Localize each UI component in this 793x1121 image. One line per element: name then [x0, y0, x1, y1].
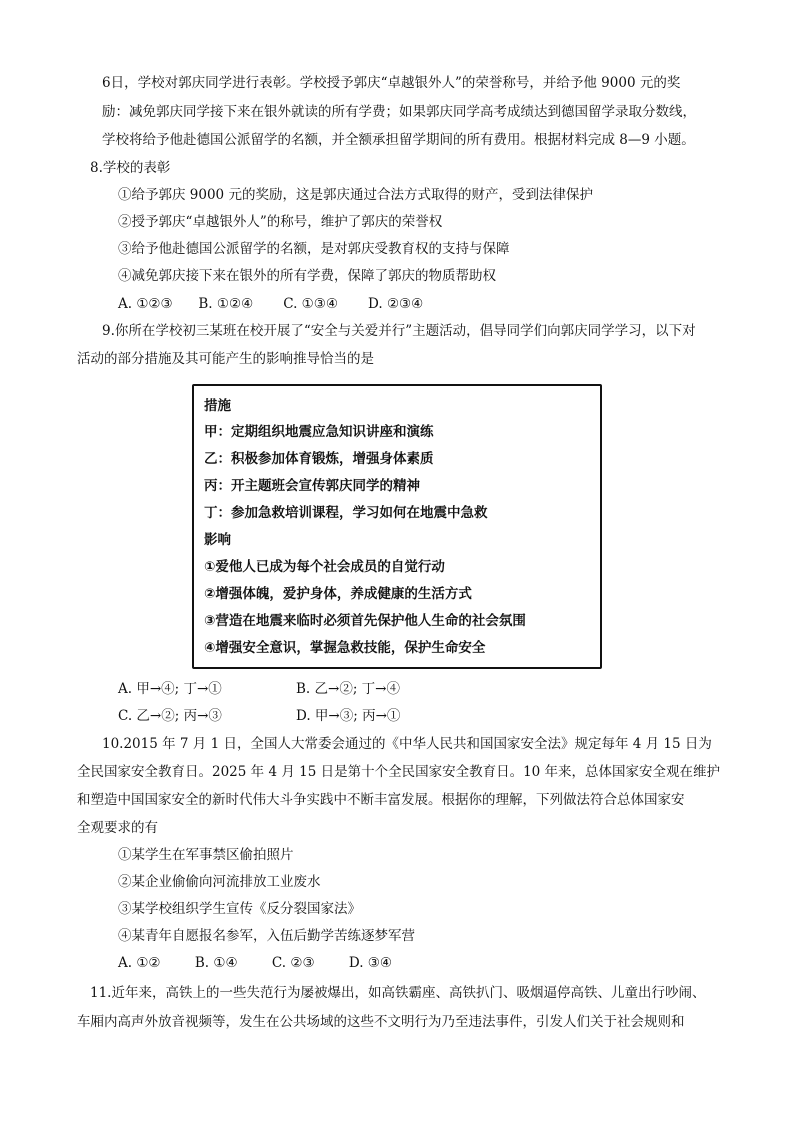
measure-yi: 乙：积极参加体育锻炼，增强身体素质: [204, 451, 434, 467]
measure-jia: 甲：定期组织地震应急知识讲座和演练: [204, 424, 434, 440]
question-9-option-a: A. 甲→④; 丁→①: [118, 681, 222, 697]
question-10-line-4: 全观要求的有: [77, 820, 158, 836]
intro-line-1: 6日，学校对郭庆同学进行表彰。学校授予郭庆“卓越银外人”的荣誉称号，并给予他 9000 元的奖: [102, 75, 681, 91]
intro-line-2: 励：减免郭庆同学接下来在银外就读的所有学费；如果郭庆同学高考成绩达到德国留学录取分数线，: [102, 104, 696, 120]
intro-line-3: 学校将给予他赴德国公派留学的名额，并全额承担留学期间的所有费用。根据材料完成 8—9 小题。: [102, 132, 695, 148]
measure-ding: 丁：参加急救培训课程，学习如何在地震中急救: [204, 505, 488, 521]
question-11-line-1: 11.近年来，高铁上的一些失范行为屡被爆出，如高铁霸座、高铁扒门、吸烟逼停高铁、儿童出行吵闹、: [90, 985, 706, 1001]
question-8-item-3: ③给予他赴德国公派留学的名额，是对郭庆受教育权的支持与保障: [118, 241, 510, 257]
question-10-item-1: ①某学生在军事禁区偷拍照片: [118, 847, 294, 863]
question-10-line-3: 和塑造中国国家安全的新时代伟大斗争实践中不断丰富发展。根据你的理解，下列做法符合总体国家安: [77, 792, 685, 808]
question-8-options: A. ①②③ B. ①②④ C. ①③④ D. ②③④: [118, 296, 424, 312]
question-10-item-3: ③某学校组织学生宣传《反分裂国家法》: [118, 901, 361, 917]
effect-3: ③营造在地震来临时必须首先保护他人生命的社会氛围: [204, 613, 526, 629]
question-10-line-2: 全民国家安全教育日。2025 年 4 月 15 日是第十个全民国家安全教育日。10 年来，总体国家安全观在维护: [77, 764, 721, 780]
question-8-item-2: ②授予郭庆“卓越银外人”的称号，维护了郭庆的荣誉权: [118, 214, 443, 230]
measure-bing: 丙：开主题班会宣传郭庆同学的精神: [204, 478, 420, 494]
effect-1: ①爱他人已成为每个社会成员的自觉行动: [204, 559, 445, 575]
effect-2: ②增强体魄，爱护身体，养成健康的生活方式: [204, 586, 472, 602]
question-10-options: A. ①② B. ①④ C. ②③ D. ③④: [118, 955, 393, 971]
question-10-item-2: ②某企业偷偷向河流排放工业废水: [118, 874, 321, 890]
effect-4: ④增强安全意识，掌握急救技能，保护生命安全: [204, 640, 486, 656]
question-8-stem: 8.学校的表彰: [90, 160, 171, 176]
measures-effects-box: [192, 384, 602, 669]
question-9-stem-1: 9.你所在学校初三某班在校开展了“安全与关爱并行”主题活动，倡导同学们向郭庆同学学习，以下对: [102, 323, 696, 339]
question-9-option-d: D. 甲→③; 丙→①: [296, 708, 401, 724]
effects-title: 影响: [204, 532, 231, 548]
question-9-stem-2: 活动的部分措施及其可能产生的影响推导恰当的是: [77, 351, 374, 367]
question-10-item-4: ④某青年自愿报名参军，入伍后勤学苦练逐梦军营: [118, 928, 415, 944]
measures-title: 措施: [204, 398, 231, 414]
question-8-item-1: ①给予郭庆 9000 元的奖励，这是郭庆通过合法方式取得的财产，受到法律保护: [118, 187, 593, 203]
question-9-option-c: C. 乙→②; 丙→③: [118, 708, 222, 724]
question-8-item-4: ④减免郭庆接下来在银外的所有学费，保障了郭庆的物质帮助权: [118, 268, 496, 284]
question-11-line-2: 车厢内高声外放音视频等，发生在公共场域的这些不文明行为乃至违法事件，引发人们关于社会规则和: [77, 1014, 685, 1030]
question-9-option-b: B. 乙→②; 丁→④: [296, 681, 400, 697]
question-10-line-1: 10.2015 年 7 月 1 日，全国人大常委会通过的《中华人民共和国国家安全法》规定每年 4 月 15 日为: [102, 736, 712, 752]
